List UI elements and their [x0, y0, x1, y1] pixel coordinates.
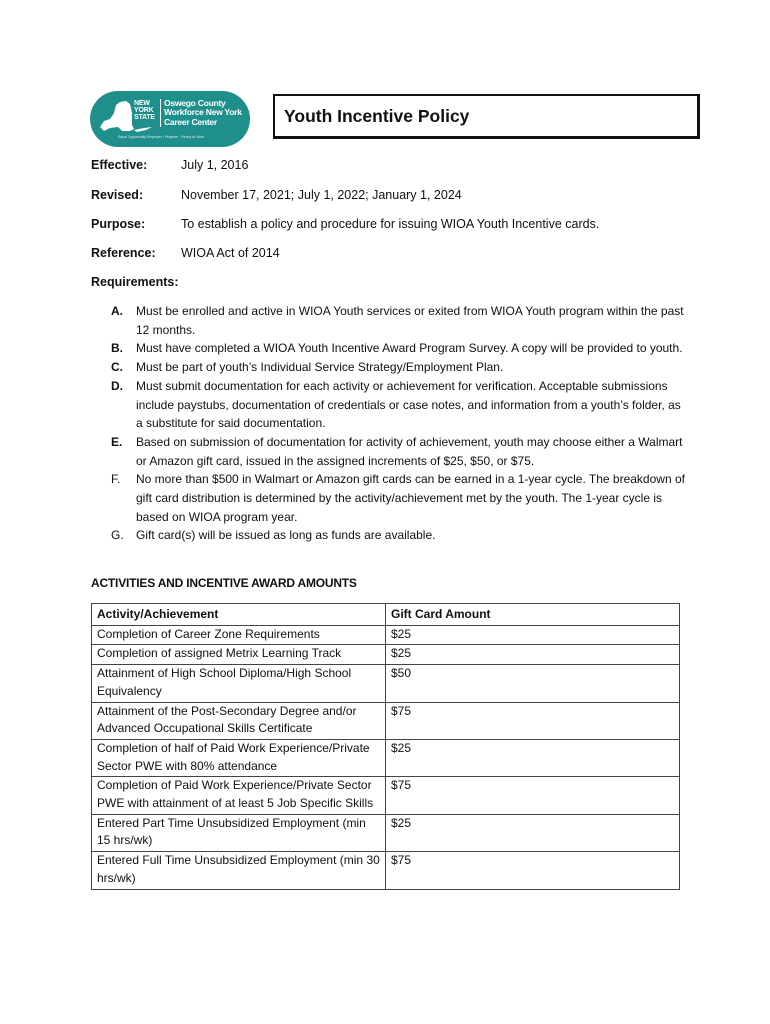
requirement-item — [111, 377, 686, 433]
requirement-label: E. — [111, 434, 123, 449]
activity-cell: Attainment of High School Diploma/High School Equivalency — [92, 665, 386, 702]
table-row — [92, 702, 680, 739]
requirement-text: Must be enrolled and active in WIOA Youth services or exited from WIOA Youth program within the past 12 months. — [136, 304, 684, 337]
table-header-row — [92, 604, 680, 626]
page-title: Youth Incentive Policy — [284, 106, 470, 126]
activity-cell: Completion of Career Zone Requirements — [92, 625, 386, 645]
requirement-item — [111, 339, 686, 358]
requirement-label: D. — [111, 378, 123, 393]
requirement-text: Must have completed a WIOA Youth Incentive Award Program Survey. A copy will be provided to youth. — [136, 341, 683, 356]
activity-cell: Completion of half of Paid Work Experience/Private Sector PWE with 80% attendance — [92, 739, 386, 776]
activity-cell: Entered Part Time Unsubsidized Employment (min 15 hrs/wk) — [92, 814, 386, 851]
requirement-text: Must submit documentation for each activity or achievement for verification. Acceptable submissions include paystubs, documentation of credentials or case notes, and information from a youth’s folder, as a substitute for said documentation. — [136, 378, 681, 431]
ny-state-wordmark: NEW YORK STATE — [134, 100, 155, 121]
awards-table — [91, 603, 680, 890]
column-header-activity: Activity/Achievement — [92, 604, 386, 626]
requirements-list — [111, 302, 686, 545]
requirement-text: Based on submission of documentation for activity of achievement, youth may choose either a Walmart or Amazon gift card, issued in the assigned increments of $25, $50, or $75. — [136, 434, 683, 468]
activity-cell: Attainment of the Post-Secondary Degree and/or Advanced Occupational Skills Certificate — [92, 702, 386, 739]
table-row — [92, 777, 680, 814]
meta-value: November 17, 2021; July 1, 2022; January 1, 2024 — [181, 188, 462, 202]
requirement-label: C. — [111, 360, 123, 375]
requirement-label: B. — [111, 341, 123, 356]
requirement-label: F. — [111, 472, 121, 487]
meta-value: July 1, 2016 — [181, 158, 249, 172]
logo-tagline: Equal Opportunity Employer / Program · Ready to Work — [118, 135, 205, 139]
amount-cell: $25 — [386, 814, 680, 851]
amount-cell: $25 — [386, 739, 680, 776]
requirement-label: G. — [111, 528, 124, 543]
org-name: Oswego County Workforce New York Career Center — [160, 99, 242, 127]
table-row — [92, 665, 680, 702]
amount-cell: $75 — [386, 702, 680, 739]
requirement-item — [111, 470, 686, 526]
meta-label: Purpose: — [91, 217, 146, 231]
requirement-label: A. — [111, 304, 123, 318]
title-box — [273, 94, 700, 139]
agency-logo — [90, 91, 250, 147]
requirement-item — [111, 526, 686, 545]
amount-cell: $75 — [386, 777, 680, 814]
activity-cell: Completion of Paid Work Experience/Private Sector PWE with attainment of at least 5 Job Specific Skills — [92, 777, 386, 814]
requirement-text: Must be part of youth’s Individual Service Strategy/Employment Plan. — [136, 360, 504, 375]
meta-value: To establish a policy and procedure for issuing WIOA Youth Incentive cards. — [181, 217, 600, 231]
amount-cell: $50 — [386, 665, 680, 702]
meta-label: Revised: — [91, 188, 144, 202]
meta-value: WIOA Act of 2014 — [181, 246, 280, 260]
requirement-item — [111, 358, 686, 377]
amount-cell: $25 — [386, 645, 680, 665]
activity-cell: Completion of assigned Metrix Learning Track — [92, 645, 386, 665]
column-header-amount: Gift Card Amount — [386, 604, 680, 626]
meta-label: Reference: — [91, 246, 156, 260]
amount-cell: $75 — [386, 852, 680, 889]
table-row — [92, 645, 680, 665]
table-row — [92, 625, 680, 645]
requirement-item — [111, 302, 686, 339]
table-row — [92, 739, 680, 776]
requirement-item — [111, 433, 686, 470]
requirements-heading: Requirements: — [91, 275, 179, 289]
meta-label: Effective: — [91, 158, 148, 172]
awards-heading: ACTIVITIES AND INCENTIVE AWARD AMOUNTS — [91, 576, 357, 590]
activity-cell: Entered Full Time Unsubsidized Employment (min 30 hrs/wk) — [92, 852, 386, 889]
requirement-text: No more than $500 in Walmart or Amazon gift cards can be earned in a 1-year cycle. The breakdown of gift card distribution is determined by the activity/achievement met by the youth. The 1-year cycle is based on WIOA program year. — [136, 472, 685, 524]
table-row — [92, 852, 680, 889]
requirement-text: Gift card(s) will be issued as long as funds are available. — [136, 528, 436, 543]
amount-cell: $25 — [386, 625, 680, 645]
table-row — [92, 814, 680, 851]
